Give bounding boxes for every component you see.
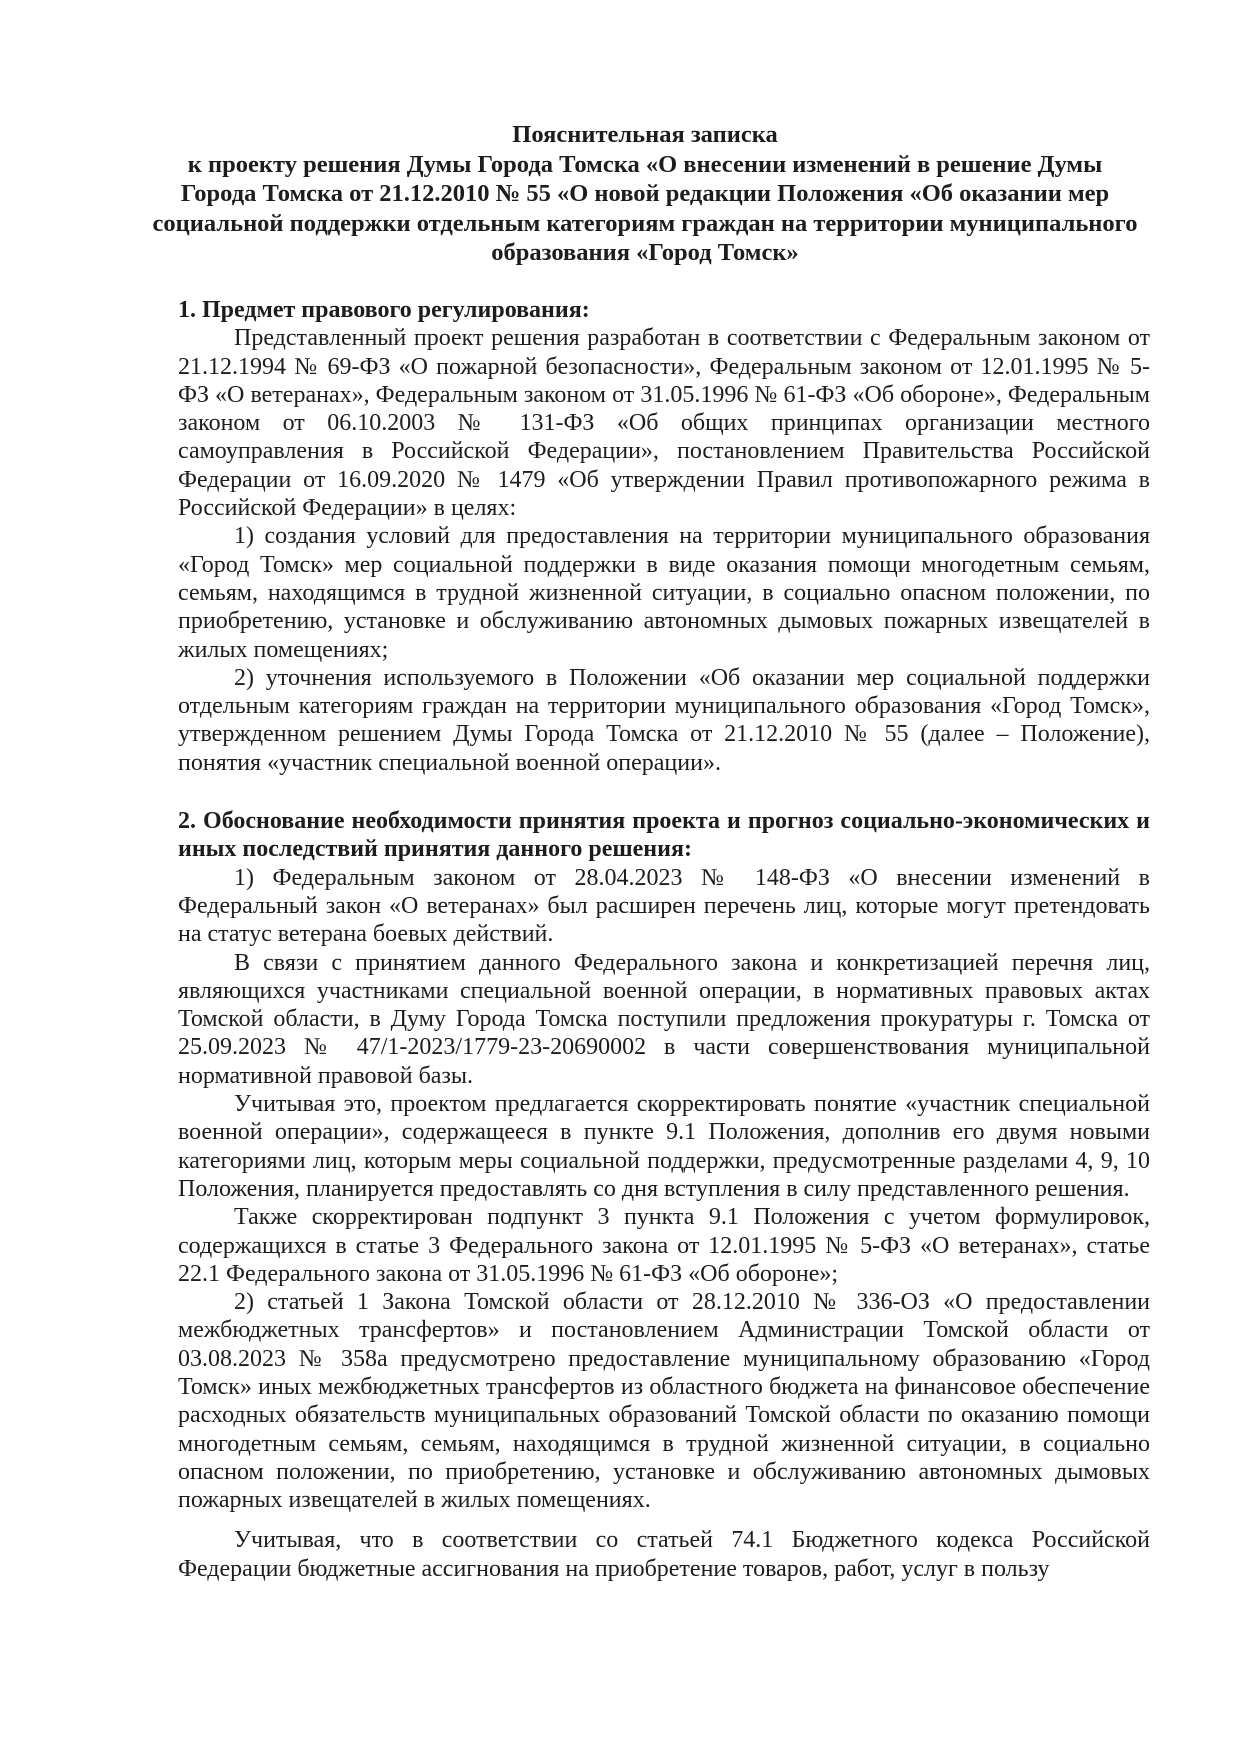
section-2-paragraph: В связи с принятием данного Федерального закона и конкретизацией перечня лиц, являющихся участниками специальной военной операции, в нормативных правовых актах Томской области, в Думу Города Томска поступили предложения прокуратуры г. Томска от 25.09.2023 № 47/1-2023/1779-23-20690002 в части совершенствования муниципальной нормативной правовой базы. xyxy=(178,949,1150,1089)
section-2-paragraph: Учитывая это, проектом предлагается скорректировать понятие «участник специальной военной операции», содержащееся в пункте 9.1 Положения, дополнив его двумя новыми категориями лиц, которым меры социальной поддержки, предусмотренные разделами 4, 9, 10 Положения, планируется предоставлять со дня вступления в силу представленного решения. xyxy=(178,1091,1150,1202)
document-body xyxy=(178,296,1150,1583)
section-1-paragraph: 1) создания условий для предоставления на территории муниципального образования «Город Томск» мер социальной поддержки в виде оказания помощи многодетным семьям, семьям, находящимся в трудной жизненной ситуации, в социально опасном положении, по приобретению, установке и обслуживанию автономных дымовых пожарных извещателей в жилых помещениях; xyxy=(178,523,1150,663)
section-2-paragraph: 2) статьей 1 Закона Томской области от 28.12.2010 № 336-ОЗ «О предоставлении межбюджетных трансфертов» и постановлением Администрации Томской области от 03.08.2023 № 358а предусмотрено предоставление муниципальному образованию «Город Томск» иных межбюджетных трансфертов из областного бюджета на финансовое обеспечение расходных обязательств муниципальных образований Томской области по оказанию помощи многодетным семьям, семьям, находящимся в трудной жизненной ситуации, в социально опасном положении, по приобретению, установке и обслуживанию автономных дымовых пожарных извещателей в жилых помещениях. xyxy=(178,1289,1150,1514)
section-1-paragraph: Представленный проект решения разработан в соответствии с Федеральным законом от 21.12.1994 № 69-ФЗ «О пожарной безопасности», Федеральным законом от 12.01.1995 № 5-ФЗ «О ветеранах», Федеральным законом от 31.05.1996 № 61-ФЗ «Об обороне», Федеральным законом от 06.10.2003 № 131-ФЗ «Об общих принципах организации местного самоуправления в Российской Федерации», постановлением Правительства Российской Федерации от 16.09.2020 № 1479 «Об утверждении Правил противопожарного режима в Российской Федерации» в целях: xyxy=(178,325,1150,522)
section-1-heading: 1. Предмет правового регулирования: xyxy=(178,297,590,323)
document-title: Пояснительная записка xyxy=(512,121,778,148)
section-2-heading: 2. Обоснование необходимости принятия проекта и прогноз социально-экономических и иных последствий принятия данного решения: xyxy=(178,808,1150,863)
section-2-paragraph: Также скорректирован подпункт 3 пункта 9.1 Положения с учетом формулировок, содержащихся в статье 3 Федерального закона от 12.01.1995 № 5-ФЗ «О ветеранах», статье 22.1 Федерального закона от 31.05.1996 № 61-ФЗ «Об обороне»; xyxy=(178,1204,1150,1287)
section-2-paragraph: Учитывая, что в соответствии со статьей 74.1 Бюджетного кодекса Российской Федерации бюджетные ассигнования на приобретение товаров, работ, услуг в пользу xyxy=(178,1527,1150,1582)
document-subtitle: к проекту решения Думы Города Томска «О внесении изменений в решение Думы Города Томска от 21.12.2010 № 55 «О новой редакции Положения «Об оказании мер социальной поддержки отдельным категориям граждан на территории муниципального образования «Город Томск» xyxy=(152,150,1138,266)
section-2-paragraph: 1) Федеральным законом от 28.04.2023 № 148-ФЗ «О внесении изменений в Федеральный закон «О ветеранах» был расширен перечень лиц, которые могут претендовать на статус ветерана боевых действий. xyxy=(178,864,1150,948)
title-block xyxy=(150,120,1140,268)
section-1-paragraph: 2) уточнения используемого в Положении «Об оказании мер социальной поддержки отдельным категориям граждан на территории муниципального образования «Город Томск», утвержденном решением Думы Города Томска от 21.12.2010 № 55 (далее – Положение), понятия «участник специальной военной операции». xyxy=(178,664,1150,776)
